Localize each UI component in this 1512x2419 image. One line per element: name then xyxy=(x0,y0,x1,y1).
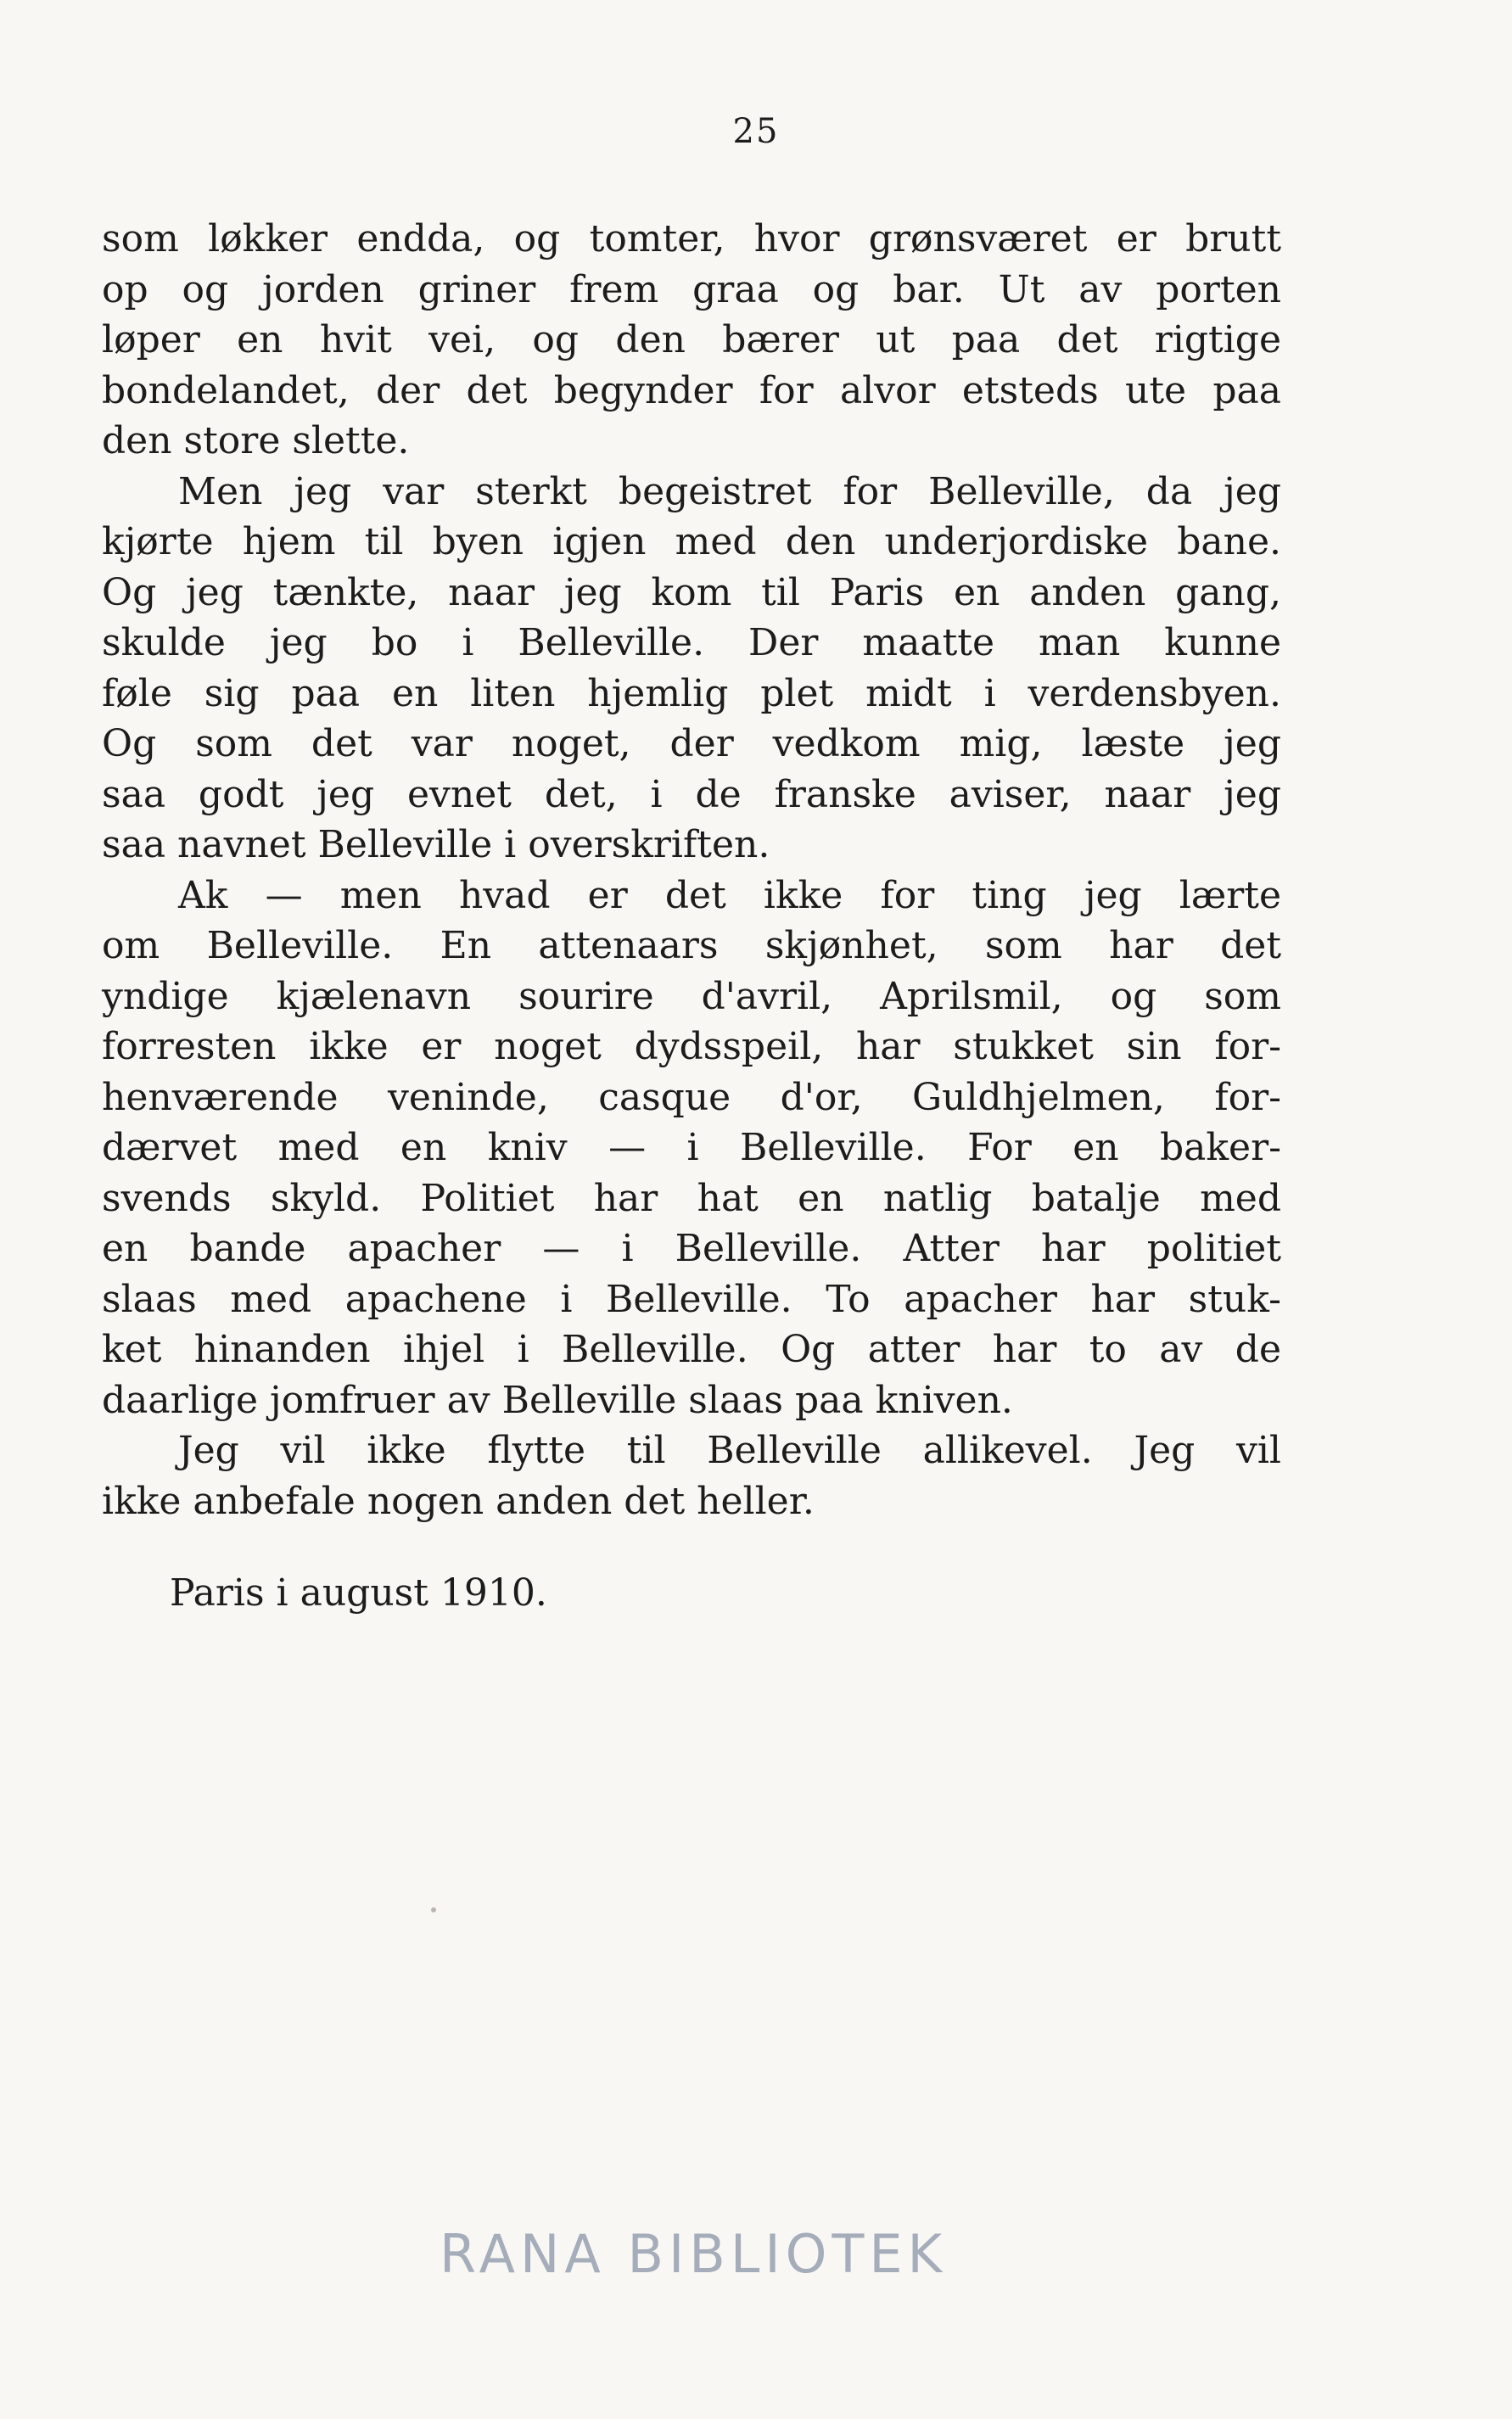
text-line: saa navnet Belleville i overskriften. xyxy=(102,823,770,866)
text-line: bondelandet, der det begynder for alvor etsteds ute paa xyxy=(102,368,1281,412)
text-line: Og som det var noget, der vedkom mig, læste jeg xyxy=(102,722,1281,765)
text-line: slaas med apachene i Belleville. To apacher har stuk- xyxy=(102,1277,1281,1321)
text-line: den store slette. xyxy=(102,419,410,462)
text-line: ket hinanden ihjel i Belleville. Og atter har to av de xyxy=(102,1328,1281,1371)
text-line: som løkker endda, og tomter, hvor grønsværet er brutt xyxy=(102,217,1281,260)
text-line: føle sig paa en liten hjemlig plet midt i verdensbyen. xyxy=(102,671,1281,715)
text-line: kjørte hjem til byen igjen med den underjordiske bane. xyxy=(102,520,1281,563)
text-line: Ak — men hvad er det ikke for ting jeg lærte xyxy=(178,873,1281,917)
body-text xyxy=(102,214,1281,1526)
text-line: saa godt jeg evnet det, i de franske aviser, naar jeg xyxy=(102,772,1281,816)
text-line: Men jeg var sterkt begeistret for Belleville, da jeg xyxy=(178,469,1281,513)
text-line: daarlige jomfruer av Belleville slaas paa kniven. xyxy=(102,1378,1013,1422)
paper-speck xyxy=(431,1907,436,1912)
text-line: Jeg vil ikke flytte til Belleville allikevel. Jeg vil xyxy=(178,1429,1281,1472)
text-line: yndige kjælenavn sourire d'avril, Aprilsmil, og som xyxy=(102,974,1281,1018)
page-number: 25 xyxy=(732,112,780,151)
text-line: skulde jeg bo i Belleville. Der maatte man kunne xyxy=(102,621,1281,664)
dateline: Paris i august 1910. xyxy=(170,1571,547,1615)
text-line: forresten ikke er noget dydsspeil, har stukket sin for- xyxy=(102,1025,1281,1068)
text-line: henværende veninde, casque d'or, Guldhjelmen, for- xyxy=(102,1075,1281,1119)
text-line: dærvet med en kniv — i Belleville. For en baker- xyxy=(102,1126,1281,1169)
text-line: om Belleville. En attenaars skjønhet, som har det xyxy=(102,924,1281,967)
text-line: løper en hvit vei, og den bærer ut paa det rigtige xyxy=(102,318,1281,361)
text-line: op og jorden griner frem graa og bar. Ut av porten xyxy=(102,267,1281,311)
text-line: Og jeg tænkte, naar jeg kom til Paris en anden gang, xyxy=(102,570,1281,614)
text-line: ikke anbefale nogen anden det heller. xyxy=(102,1479,815,1523)
text-line: svends skyld. Politiet har hat en natlig batalje med xyxy=(102,1176,1281,1220)
library-stamp: RANA BIBLIOTEK xyxy=(440,2223,948,2285)
text-line: en bande apacher — i Belleville. Atter har politiet xyxy=(102,1227,1281,1270)
